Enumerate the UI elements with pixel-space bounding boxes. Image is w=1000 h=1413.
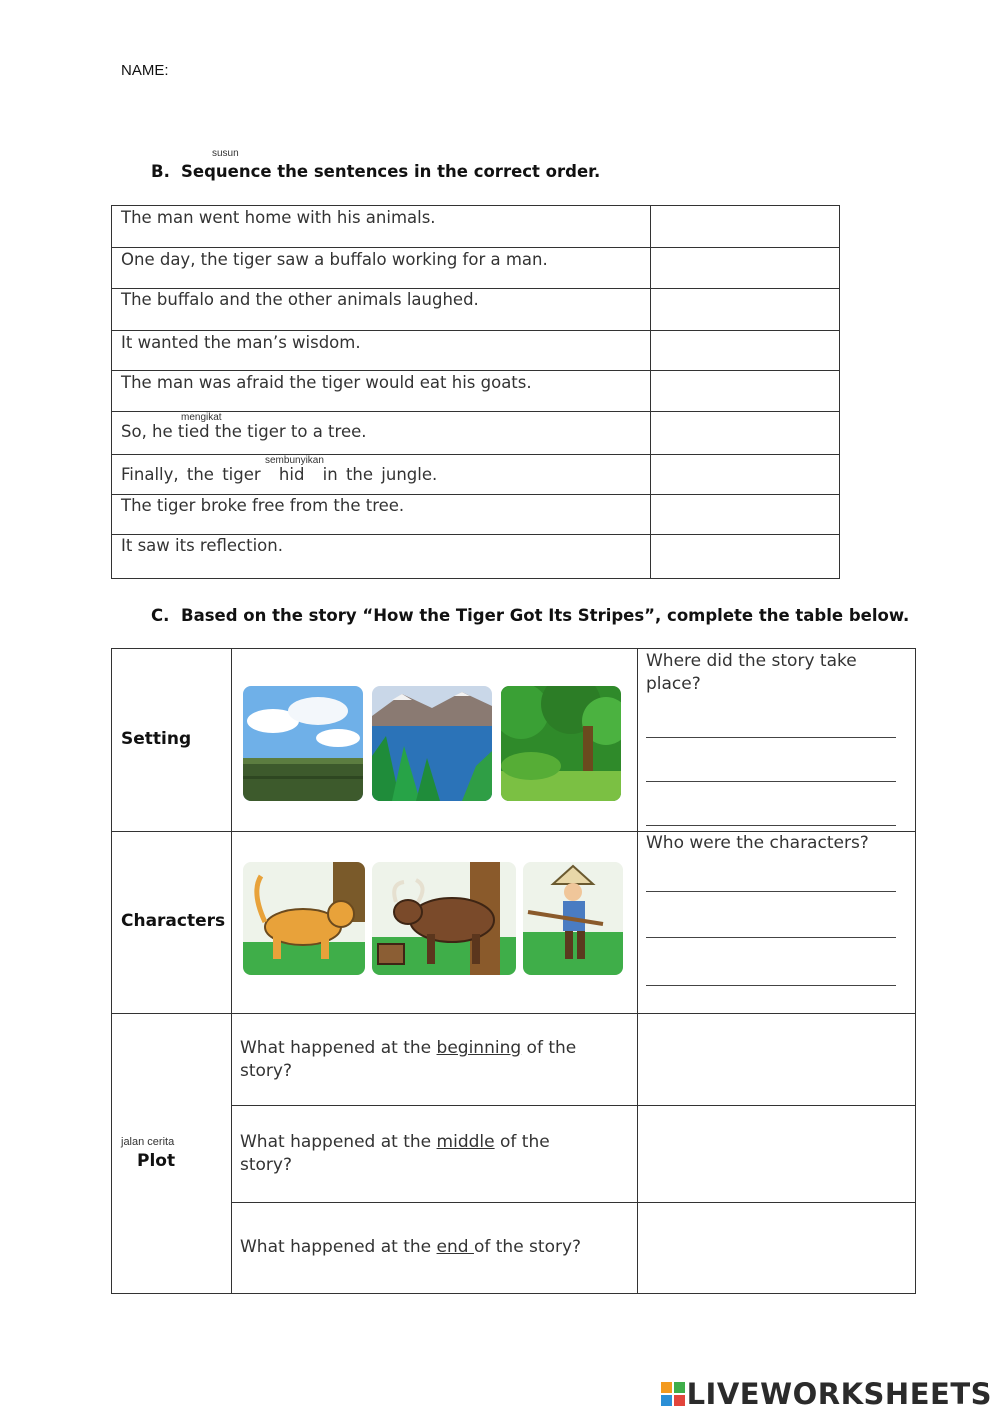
table-row [112, 494, 839, 534]
sequence-table [111, 205, 840, 579]
gloss-mengikat: mengikat [181, 412, 222, 423]
characters-question: Who were the characters? [646, 833, 869, 853]
plot-middle-answer[interactable] [639, 1107, 915, 1202]
setting-label: Setting [121, 729, 192, 749]
sentence-7: Finally, the tiger hid in the jungle. [121, 465, 438, 484]
setting-question: Where did the story take place? [646, 651, 857, 694]
table-row [112, 330, 839, 370]
characters-answer-line-2[interactable] [646, 937, 896, 938]
table-row [112, 534, 839, 578]
table-row [112, 411, 839, 454]
liveworksheets-text: LIVEWORKSHEETS [686, 1377, 992, 1411]
order-answer-3[interactable] [651, 289, 839, 330]
order-answer-8[interactable] [651, 495, 839, 534]
characters-answer-line-3[interactable] [646, 985, 896, 986]
tiger-icon [243, 862, 365, 975]
plot-end-answer[interactable] [639, 1204, 915, 1293]
setting-answer-line-2[interactable] [646, 781, 896, 782]
characters-label: Characters [121, 911, 226, 931]
sentence-3: The buffalo and the other animals laughed. [121, 290, 479, 309]
lake-forest-icon [372, 686, 492, 801]
gloss-jalan-cerita: jalan cerita [121, 1136, 175, 1148]
order-answer-2[interactable] [651, 248, 839, 288]
farmer-icon [523, 862, 623, 975]
table-row [112, 206, 839, 247]
gloss-sembunyikan: sembunyikan [265, 455, 324, 466]
setting-answer-line-3[interactable] [646, 825, 896, 826]
order-answer-5[interactable] [651, 371, 839, 411]
order-answer-1[interactable] [651, 206, 839, 247]
field-icon [243, 686, 363, 801]
jungle-icon [501, 686, 621, 801]
section-b-letter: B. [151, 162, 170, 181]
liveworksheets-logo [661, 1377, 992, 1411]
order-answer-7[interactable] [651, 455, 839, 494]
buffalo-icon [372, 862, 516, 975]
name-label: NAME: [121, 62, 169, 79]
setting-answer-line-1[interactable] [646, 737, 896, 738]
section-c-heading [151, 606, 909, 625]
order-answer-4[interactable] [651, 331, 839, 370]
plot-label: Plot [137, 1151, 176, 1171]
plot-middle-question: What happened at the middle of the story? [240, 1132, 550, 1175]
liveworksheets-mark-icon [661, 1379, 685, 1403]
table-row [112, 288, 839, 330]
plot-end-question: What happened at the end of the story? [240, 1237, 582, 1257]
section-b-title: Sequence the sentences in the correct order. [181, 162, 601, 181]
order-answer-6[interactable] [651, 412, 839, 454]
story-table [111, 648, 916, 1294]
table-row [112, 247, 839, 288]
sentence-2: One day, the tiger saw a buffalo working for a man. [121, 250, 548, 269]
sentence-8: The tiger broke free from the tree. [121, 496, 405, 515]
sentence-5: The man was afraid the tiger would eat his goats. [121, 373, 532, 392]
order-answer-9[interactable] [651, 535, 839, 578]
plot-beginning-answer[interactable] [639, 1015, 915, 1105]
sentence-6: So, he tied the tiger to a tree. [121, 422, 367, 441]
section-c-title: Based on the story “How the Tiger Got Its Stripes”, complete the table below. [181, 606, 910, 625]
table-row [112, 454, 839, 494]
sentence-4: It wanted the man’s wisdom. [121, 333, 361, 352]
gloss-susun: susun [212, 148, 239, 159]
plot-beginning-question: What happened at the beginning of the story? [240, 1038, 577, 1081]
section-b-heading [151, 162, 600, 181]
sentence-1: The man went home with his animals. [121, 208, 436, 227]
table-row [112, 370, 839, 411]
section-c-letter: C. [151, 606, 170, 625]
sentence-9: It saw its reflection. [121, 536, 283, 555]
characters-answer-line-1[interactable] [646, 891, 896, 892]
